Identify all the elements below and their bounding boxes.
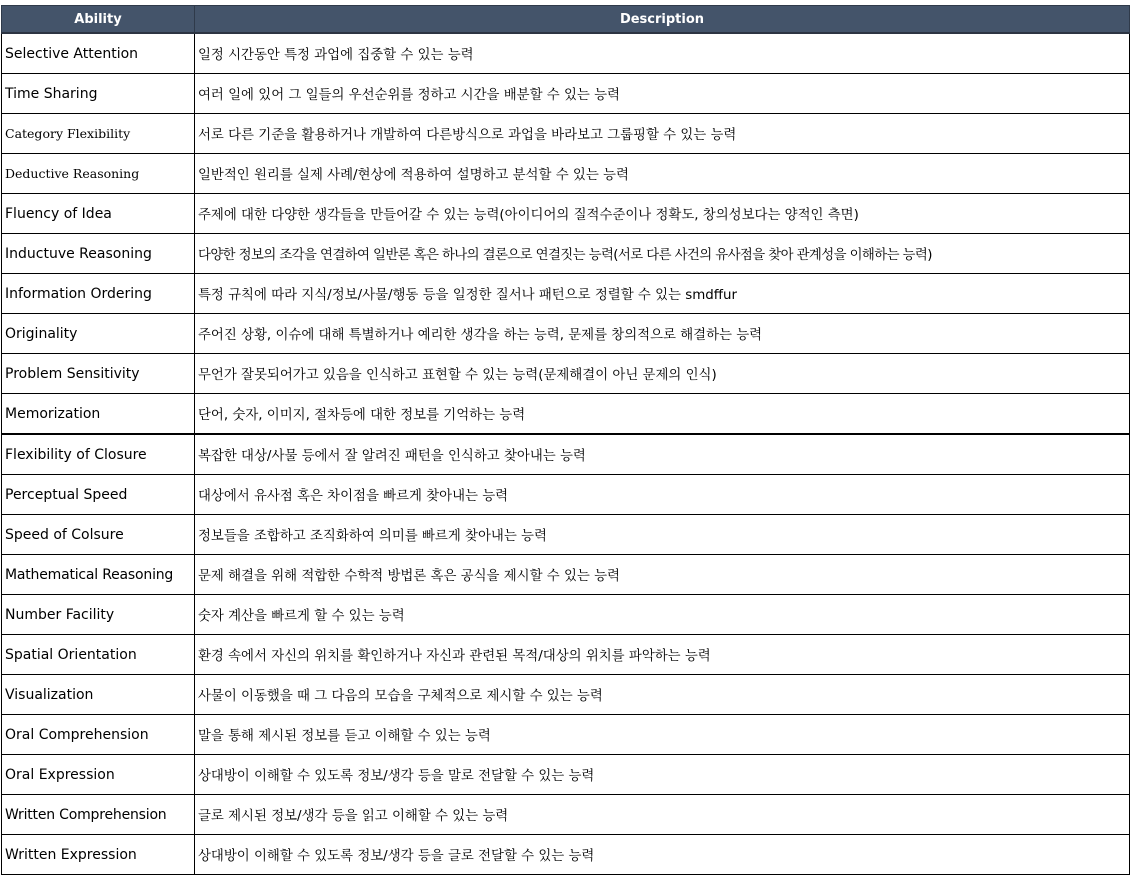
table-row: [2, 595, 1130, 635]
ability-cell[interactable]: Written Expression: [2, 835, 195, 875]
ability-cell[interactable]: Inductuve Reasoning: [2, 234, 195, 274]
table-row: [2, 274, 1130, 314]
description-cell[interactable]: 주제에 대한 다양한 생각들을 만들어갈 수 있는 능력(아이디어의 질적수준이나 정확도, 창의성보다는 양적인 측면): [195, 194, 1130, 234]
description-cell[interactable]: 특정 규칙에 따라 지식/정보/사물/행동 등을 일정한 질서나 패턴으로 정렬할 수 있는 smdffur: [195, 274, 1130, 314]
ability-cell[interactable]: Oral Comprehension: [2, 715, 195, 755]
description-cell[interactable]: 서로 다른 기준을 활용하거나 개발하여 다른방식으로 과업을 바라보고 그룹핑할 수 있는 능력: [195, 114, 1130, 154]
ability-cell[interactable]: Mathematical Reasoning: [2, 555, 195, 595]
ability-cell[interactable]: Problem Sensitivity: [2, 354, 195, 394]
table-row: [2, 795, 1130, 835]
description-cell[interactable]: 주어진 상황, 이슈에 대해 특별하거나 예리한 생각을 하는 능력, 문제를 창의적으로 해결하는 능력: [195, 314, 1130, 354]
description-cell[interactable]: 일정 시간동안 특정 과업에 집중할 수 있는 능력: [195, 33, 1130, 74]
description-cell[interactable]: 사물이 이동했을 때 그 다음의 모습을 구체적으로 제시할 수 있는 능력: [195, 675, 1130, 715]
ability-cell[interactable]: Selective Attention: [2, 33, 195, 74]
table-row: [2, 74, 1130, 114]
table-row: [2, 354, 1130, 394]
description-cell[interactable]: 말을 통해 제시된 정보를 듣고 이해할 수 있는 능력: [195, 715, 1130, 755]
description-cell[interactable]: 일반적인 원리를 실제 사례/현상에 적용하여 설명하고 분석할 수 있는 능력: [195, 154, 1130, 194]
table-row: [2, 835, 1130, 875]
table-row: [2, 154, 1130, 194]
description-cell[interactable]: 다양한 정보의 조각을 연결하여 일반론 혹은 하나의 결론으로 연결짓는 능력(서로 다른 사건의 유사점을 찾아 관계성을 이해하는 능력): [195, 234, 1130, 274]
ability-cell[interactable]: Memorization: [2, 394, 195, 435]
description-cell[interactable]: 복잡한 대상/사물 등에서 잘 알려진 패턴을 인식하고 찾아내는 능력: [195, 434, 1130, 475]
ability-cell[interactable]: Information Ordering: [2, 274, 195, 314]
description-cell[interactable]: 무언가 잘못되어가고 있음을 인식하고 표현할 수 있는 능력(문제해결이 아닌 문제의 인식): [195, 354, 1130, 394]
description-cell[interactable]: 단어, 숫자, 이미지, 절차등에 대한 정보를 기억하는 능력: [195, 394, 1130, 435]
ability-cell[interactable]: Visualization: [2, 675, 195, 715]
description-cell[interactable]: 숫자 계산을 빠르게 할 수 있는 능력: [195, 595, 1130, 635]
abilities-table: [1, 5, 1130, 875]
table-row: [2, 33, 1130, 74]
description-cell[interactable]: 대상에서 유사점 혹은 차이점을 빠르게 찾아내는 능력: [195, 475, 1130, 515]
description-cell[interactable]: 정보들을 조합하고 조직화하여 의미를 빠르게 찾아내는 능력: [195, 515, 1130, 555]
ability-cell[interactable]: Time Sharing: [2, 74, 195, 114]
table-row: [2, 715, 1130, 755]
ability-cell[interactable]: Number Facility: [2, 595, 195, 635]
table-row: [2, 675, 1130, 715]
ability-cell[interactable]: Perceptual Speed: [2, 475, 195, 515]
ability-cell[interactable]: Fluency of Idea: [2, 194, 195, 234]
description-cell[interactable]: 환경 속에서 자신의 위치를 확인하거나 자신과 관련된 목적/대상의 위치를 파악하는 능력: [195, 635, 1130, 675]
table-row: [2, 394, 1130, 435]
table-row: [2, 314, 1130, 354]
description-column-header[interactable]: Description: [195, 6, 1130, 34]
header-row: [2, 6, 1130, 34]
ability-cell[interactable]: Originality: [2, 314, 195, 354]
table-row: [2, 555, 1130, 595]
ability-cell[interactable]: Deductive Reasoning: [2, 154, 195, 194]
ability-cell[interactable]: Flexibility of Closure: [2, 434, 195, 475]
table-row: [2, 114, 1130, 154]
description-cell[interactable]: 상대방이 이해할 수 있도록 정보/생각 등을 글로 전달할 수 있는 능력: [195, 835, 1130, 875]
ability-cell[interactable]: Spatial Orientation: [2, 635, 195, 675]
description-cell[interactable]: 상대방이 이해할 수 있도록 정보/생각 등을 말로 전달할 수 있는 능력: [195, 755, 1130, 795]
ability-cell[interactable]: Speed of Colsure: [2, 515, 195, 555]
ability-column-header[interactable]: Ability: [2, 6, 195, 34]
table-row: [2, 234, 1130, 274]
description-cell[interactable]: 문제 해결을 위해 적합한 수학적 방법론 혹은 공식을 제시할 수 있는 능력: [195, 555, 1130, 595]
table-row: [2, 194, 1130, 234]
table-row: [2, 475, 1130, 515]
table-row: [2, 515, 1130, 555]
table-row: [2, 434, 1130, 475]
description-cell[interactable]: 글로 제시된 정보/생각 등을 읽고 이해할 수 있는 능력: [195, 795, 1130, 835]
description-cell[interactable]: 여러 일에 있어 그 일들의 우선순위를 정하고 시간을 배분할 수 있는 능력: [195, 74, 1130, 114]
ability-cell[interactable]: Oral Expression: [2, 755, 195, 795]
table-row: [2, 635, 1130, 675]
ability-cell[interactable]: Written Comprehension: [2, 795, 195, 835]
ability-cell[interactable]: Category Flexibility: [2, 114, 195, 154]
table-row: [2, 755, 1130, 795]
